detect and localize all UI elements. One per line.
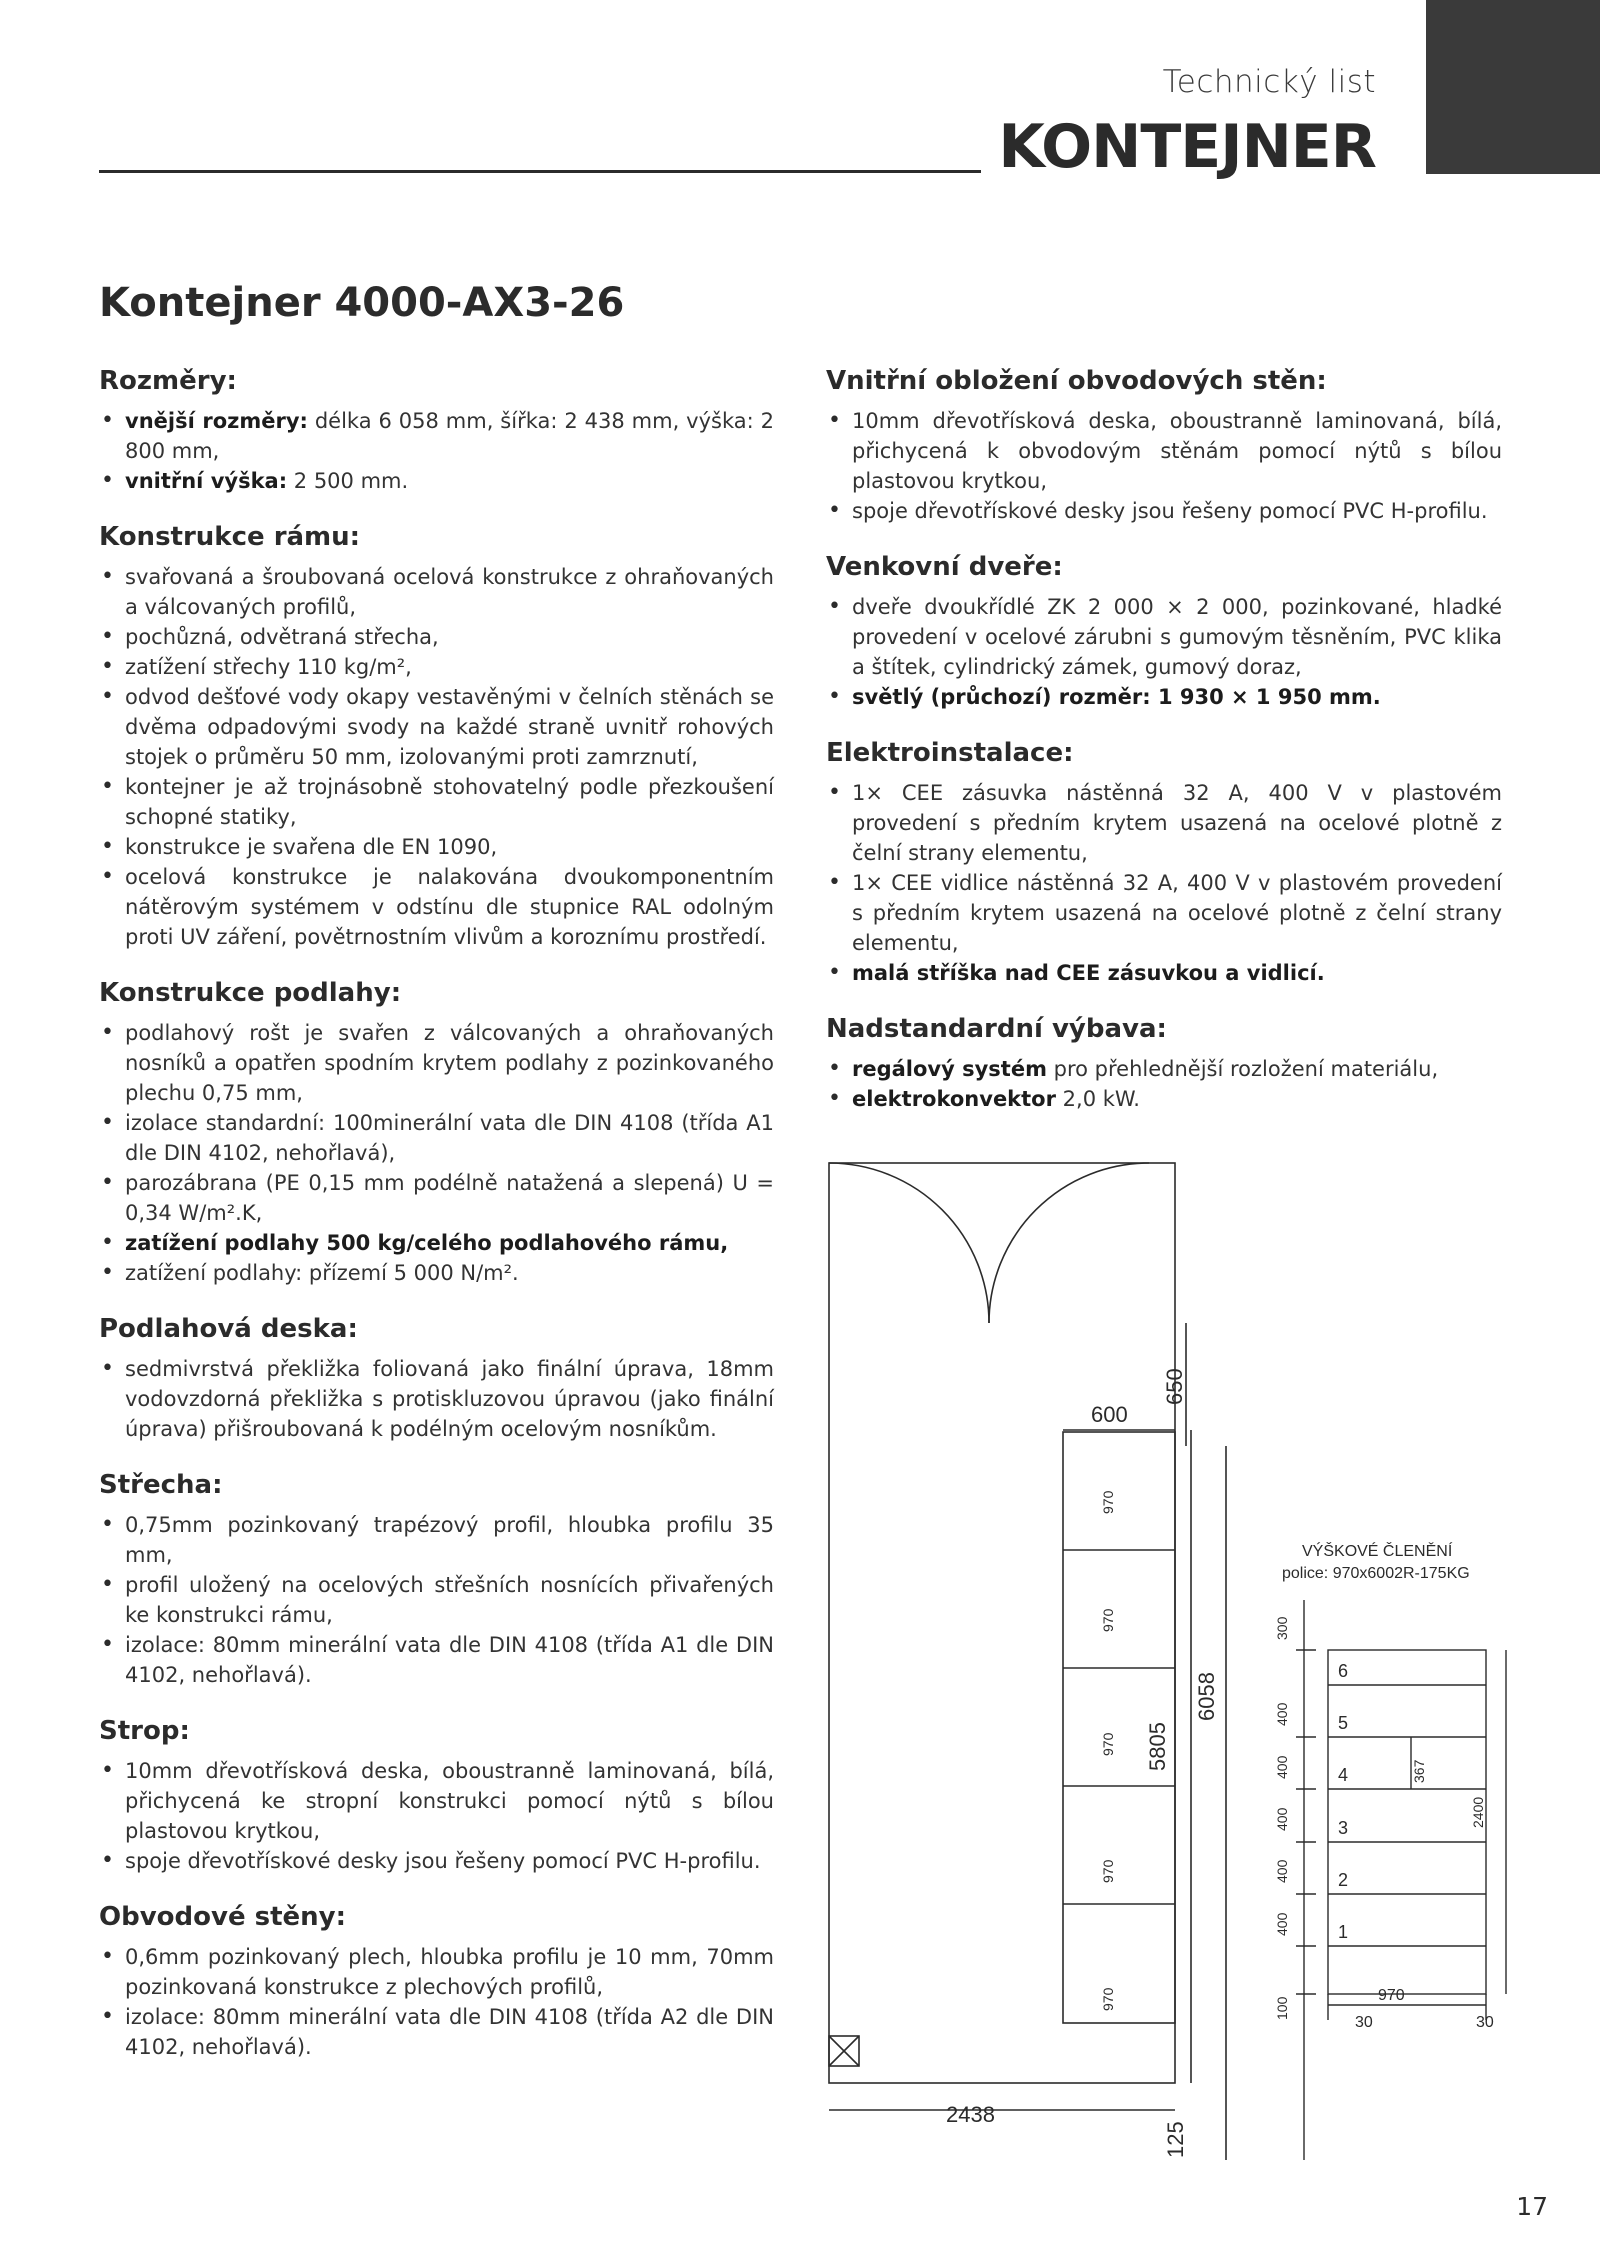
list-item [99,1570,774,1630]
item-bold-label: malá stříška nad CEE zásuvkou a vidlicí. [852,961,1325,985]
list-item [99,1018,774,1108]
item-text: pro přehlednější rozložení materiálu, [1046,1057,1439,1081]
section-title: Strop: [99,1716,190,1746]
shelf-level-3: 3 [1338,1818,1349,1838]
item-text: spoje dřevotřískové desky jsou řešeny pomocí PVC H-profilu. [125,1849,761,1873]
list-item [99,622,774,652]
dim-length-total: 6058 [1194,1672,1219,1721]
bullet-list [826,1054,1502,1114]
shelf-frame [1328,1650,1486,1994]
section-title: Elektroinstalace: [826,738,1074,768]
item-text: profil uložený na ocelových střešních nosnících přivařených ke konstrukci rámu, [125,1573,774,1627]
list-item [826,592,1502,682]
item-text: parozábrana (PE 0,15 mm podélně natažená a slepená) U = 0,34 W/m².K, [125,1171,774,1225]
dim-shelf-3: 970 [1100,1732,1116,1756]
item-bold-label: vnitřní výška: [125,469,288,493]
shelf-inner-dim: 367 [1411,1759,1427,1783]
bullet-list [99,1354,774,1444]
item-text: 0,6mm pozinkovaný plech, hloubka profilu je 10 mm, 70mm pozinkovaná konstrukce z plechových profilů, [125,1945,774,1999]
item-text: izolace: 80mm minerální vata dle DIN 4108 (třída A2 dle DIN 4102, nehořlavá). [125,2005,774,2059]
list-item [99,682,774,772]
list-item [99,466,774,496]
item-text: spoje dřevotřískové desky jsou řešeny pomocí PVC H-profilu. [852,499,1488,523]
item-text: ocelová konstrukce je nalakována dvoukomponentním nátěrovým systémem v odstínu dle stupnice RAL odolným proti UV záření, povětrnostním vlivům a koroznímu prostředí. [125,865,774,949]
floor-plan-drawing [826,1160,1526,2170]
item-text: 1× CEE zásuvka nástěnná 32 A, 400 V v plastovém provedení s předním krytem usazená na ocelové plotně z čelní strany elementu, [852,781,1502,865]
list-item [826,958,1502,988]
list-item [99,2002,774,2062]
dim-shelf-4: 970 [1100,1859,1116,1883]
item-bold-label: regálový systém [852,1057,1047,1081]
bullet-list [99,1018,774,1288]
item-text: sedmivrstvá překližka foliovaná jako finální úprava, 18mm vodovzdorná překližka s protiskluzovou úpravou (jako finální úprava) přišroubovaná k podélným ocelovým nosníkům. [125,1357,774,1441]
shelf-dim-6: 400 [1274,1912,1290,1936]
item-text: dveře dvoukřídlé ZK 2 000 × 2 000, pozinkované, hladké provedení v ocelové zárubni s gumovým těsněním, PVC klika a štítek, cylindrický zámek, gumový doraz, [852,595,1502,679]
door-arc-left [829,1163,989,1323]
item-text: 2 500 mm. [287,469,409,493]
list-item [826,406,1502,496]
section-title: Konstrukce podlahy: [99,978,402,1008]
section-title: Podlahová deska: [99,1314,358,1344]
bullet-list [99,1942,774,2062]
shelf-dim-3: 400 [1274,1755,1290,1779]
section-title: Obvodové stěny: [99,1902,347,1932]
list-item [826,868,1502,958]
shelf-detail-subtitle: police: 970x6002R-175KG [1282,1565,1470,1582]
item-text: izolace standardní: 100minerální vata dle DIN 4108 (třída A1 dle DIN 4102, nehořlavá), [125,1111,774,1165]
list-item [826,496,1502,526]
section-title: Střecha: [99,1470,223,1500]
item-bold-label: elektrokonvektor [852,1087,1056,1111]
item-text: 1× CEE vidlice nástěnná 32 A, 400 V v plastovém provedení s předním krytem usazená na ocelové plotně z čelní strany elementu, [852,871,1502,955]
dim-bottom-offset: 125 [1163,2121,1188,2158]
header-divider [99,170,981,173]
product-title: Kontejner 4000-AX3-26 [99,280,625,326]
bullet-list [99,406,774,496]
section-title: Venkovní dveře: [826,552,1063,582]
dim-shelf-1: 970 [1100,1490,1116,1514]
item-text: konstrukce je svařena dle EN 1090, [125,835,498,859]
shelf-dim-2: 400 [1274,1702,1290,1726]
dim-length-inner: 5805 [1145,1722,1170,1771]
shelf-side-left: 30 [1355,2014,1373,2031]
item-text: svařovaná a šroubovaná ocelová konstrukce z ohraňovaných a válcovaných profilů, [125,565,774,619]
bullet-list [826,778,1502,988]
list-item [99,1258,774,1288]
item-text: pochůzná, odvětraná střecha, [125,625,439,649]
item-bold-label: světlý (průchozí) rozměr: 1 930 × 1 950 mm. [852,685,1381,709]
shelf-level-4: 4 [1338,1765,1349,1785]
list-item [99,832,774,862]
item-bold-label: vnější rozměry: [125,409,308,433]
bullet-list [99,1756,774,1876]
shelf-dim-4: 400 [1274,1807,1290,1831]
bullet-list [826,592,1502,712]
list-item [99,1510,774,1570]
section-title: Vnitřní obložení obvodových stěn: [826,366,1327,396]
item-text: 2,0 kW. [1055,1087,1140,1111]
item-text: 10mm dřevotřísková deska, oboustranně laminovaná, bílá, přichycená ke stropní konstrukci pomocí nýtů s bílou plastovou krytkou, [125,1759,774,1843]
dim-width: 2438 [946,2102,995,2127]
list-item [99,406,774,466]
shelf-dim-5: 400 [1274,1859,1290,1883]
item-text: délka 6 058 mm, šířka: 2 438 mm, výška: 2 800 mm, [125,409,774,463]
shelf-dim-bottom: 100 [1274,1996,1290,2020]
shelf-height-dim: 2400 [1470,1796,1486,1828]
item-text: 0,75mm pozinkovaný trapézový profil, hloubka profilu 35 mm, [125,1513,774,1567]
dim-shelf-5: 970 [1100,1987,1116,2011]
list-item [99,772,774,832]
bullet-list [99,562,774,952]
technical-drawing [826,1160,1526,2174]
list-item [99,1630,774,1690]
list-item [99,1108,774,1168]
left-column [99,366,774,2088]
bullet-list [826,406,1502,526]
shelf-width-dim: 970 [1378,1987,1405,2004]
list-item [99,1942,774,2002]
item-text: zatížení podlahy: přízemí 5 000 N/m². [125,1261,519,1285]
list-item [99,1846,774,1876]
section-title: Konstrukce rámu: [99,522,361,552]
shelf-level-5: 5 [1338,1713,1349,1733]
item-text: izolace: 80mm minerální vata dle DIN 4108 (třída A1 dle DIN 4102, nehořlavá). [125,1633,774,1687]
bullet-list [99,1510,774,1690]
item-text: odvod dešťové vody okapy vestavěnými v čelních stěnách se dvěma odpadovými svody na každé straně uvnitř rohových stojek o průměru 50 mm, izolovanými proti zamrznutí, [125,685,774,769]
right-column [826,366,1502,1140]
list-item [99,862,774,952]
container-outline [829,1163,1175,2083]
list-item [99,1756,774,1846]
document-title: KONTEJNER [998,112,1376,182]
dim-shelf-2: 970 [1100,1608,1116,1632]
shelf-level-1: 1 [1338,1922,1349,1942]
section-title: Rozměry: [99,366,237,396]
shelf-level-2: 2 [1338,1870,1349,1890]
page-number: 17 [1516,2192,1548,2221]
section-title: Nadstandardní výbava: [826,1014,1167,1044]
item-text: podlahový rošt je svařen z válcovaných a ohraňovaných nosníků a opatřen spodním krytem podlahy z pozinkovaného plechu 0,75 mm, [125,1021,774,1105]
document-type: Technický list [1162,64,1376,100]
door-arc-right [989,1163,1149,1323]
shelf-detail-title: VÝŠKOVÉ ČLENĚNÍ [1302,1543,1453,1560]
list-item [99,562,774,622]
list-item [99,1168,774,1228]
dim-door-depth: 650 [1162,1368,1187,1405]
dim-shelf-depth: 600 [1091,1402,1128,1427]
list-item [826,778,1502,868]
item-text: 10mm dřevotřísková deska, oboustranně laminovaná, bílá, přichycená k obvodovým stěnám pomocí nýtů s bílou plastovou krytkou, [852,409,1502,493]
list-item [99,1228,774,1258]
shelf-dim-top: 300 [1274,1616,1290,1640]
item-text: zatížení střechy 110 kg/m², [125,655,412,679]
shelf-level-6: 6 [1338,1661,1349,1681]
list-item [826,1084,1502,1114]
shelf-side-right: 30 [1476,2014,1494,2031]
list-item [826,682,1502,712]
list-item [99,652,774,682]
item-bold-label: zatížení podlahy 500 kg/celého podlahového rámu, [125,1231,729,1255]
list-item [99,1354,774,1444]
list-item [826,1054,1502,1084]
corner-block [1426,0,1600,174]
item-text: kontejner je až trojnásobně stohovatelný podle přezkoušení schopné statiky, [125,775,774,829]
